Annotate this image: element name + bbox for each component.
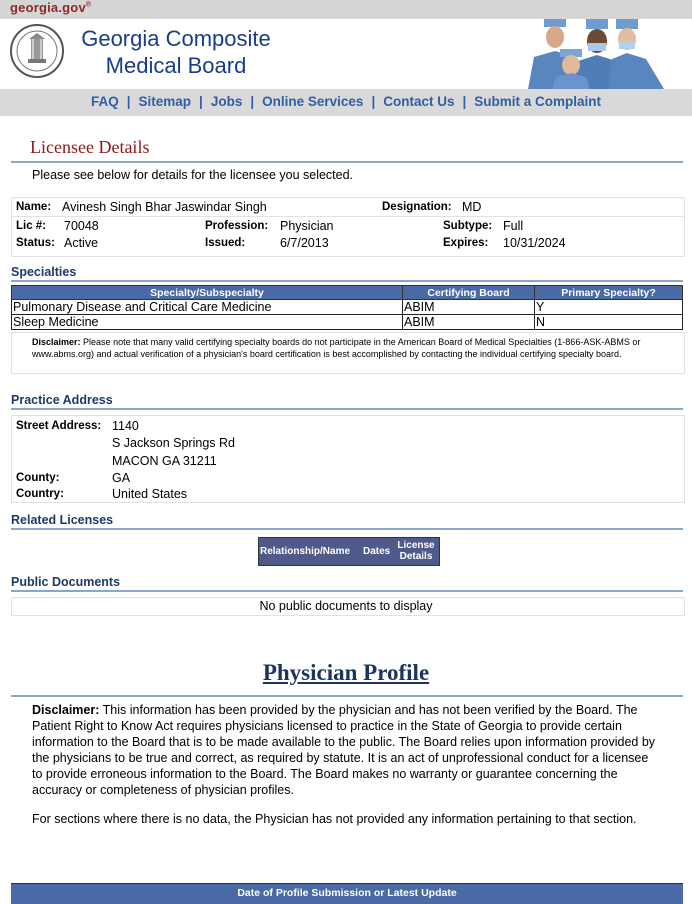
col-license-details: License Details [397, 540, 435, 562]
table-row [12, 300, 683, 315]
specialties-divider [11, 280, 683, 282]
nav-online-services[interactable]: Online Services [262, 94, 364, 109]
country-value: United States [112, 487, 188, 501]
nav-separator: | [462, 94, 467, 109]
specialty-cell: Pulmonary Disease and Critical Care Medicine [12, 300, 403, 315]
lic-number: 70048 [64, 219, 99, 233]
georgia-gov-logo[interactable]: georgia.gov® [10, 0, 92, 15]
no-data-note: For sections where there is no data, the Physician has not provided any information pertaining to that section. [32, 812, 637, 826]
public-documents-heading: Public Documents [11, 575, 121, 589]
nav-separator: | [126, 94, 131, 109]
profession-label: Profession: [205, 220, 269, 232]
primary-cell: N [535, 315, 683, 330]
designation-value: MD [462, 200, 482, 214]
nav-separator: | [371, 94, 376, 109]
county-value: GA [112, 471, 131, 485]
col-certifying-board: Certifying Board [403, 286, 535, 300]
state-seal-icon [9, 23, 65, 79]
street-line-1: 1140 [112, 419, 139, 433]
licensee-name: Avinesh Singh Bhar Jaswindar Singh [62, 200, 267, 214]
related-licenses-heading: Related Licenses [11, 513, 114, 527]
georgia-gov-strip [0, 0, 692, 19]
specialties-table [11, 285, 683, 330]
main-nav [0, 89, 692, 116]
nav-submit-complaint[interactable]: Submit a Complaint [474, 94, 602, 109]
col-dates: Dates [363, 546, 391, 557]
practice-address-heading: Practice Address [11, 393, 113, 407]
status-label: Status: [16, 237, 55, 249]
practice-divider [11, 408, 683, 410]
street-line-3: MACON GA 31211 [112, 454, 217, 468]
profile-submission-header: Date of Profile Submission or Latest Update [11, 883, 683, 904]
country-label: Country: [16, 488, 64, 500]
county-label: County: [16, 472, 60, 484]
nav-sitemap[interactable]: Sitemap [138, 94, 192, 109]
nav-faq[interactable]: FAQ [90, 94, 119, 109]
col-primary-specialty: Primary Specialty? [535, 286, 683, 300]
specialties-heading: Specialties [11, 265, 77, 279]
table-row [12, 315, 683, 330]
nav-jobs[interactable]: Jobs [210, 94, 243, 109]
board-cell: ABIM [403, 315, 535, 330]
profile-divider [11, 695, 683, 697]
profile-disclaimer: Disclaimer: This information has been provided by the physician and has not been verified by the Board. The Patient Right to Know Act requires physicians licensed to practice in the State of Georgia to provide certain information to the Board that is to be made available to the public. The Board relies upon information provided by the physicians to be true and correct, as required by statute. It is an act of unprofessional conduct for a licensee to provide erroneous information to the Board. The Board makes no warranty or guarantee concerning the accuracy or completeness of physician profiles. [32, 703, 656, 797]
related-licenses-table-header [258, 537, 440, 566]
specialty-disclaimer: Disclaimer: Please note that many valid certifying specialty boards do not participate in the American Board of Medical Specialties (1-866-ASK-ABMS or www.abms.org) and actual verification of a physician's board certification is best accomplished by contacting the individual certifying specialty board. [32, 337, 641, 359]
subtype-label: Subtype: [443, 220, 493, 232]
issued-label: Issued: [205, 237, 246, 249]
doctors-photo [524, 19, 667, 89]
documents-divider [11, 590, 683, 592]
lic-label: Lic #: [16, 220, 47, 232]
page-title: Licensee Details [30, 137, 150, 157]
nav-separator: | [199, 94, 203, 109]
street-label: Street Address: [16, 420, 102, 432]
name-label: Name: [16, 201, 52, 213]
expires-date: 10/31/2024 [503, 236, 566, 250]
profession-value: Physician [280, 219, 334, 233]
specialty-cell: Sleep Medicine [12, 315, 403, 330]
table-header-row [12, 286, 683, 300]
issued-date: 6/7/2013 [280, 236, 329, 250]
title-divider [11, 161, 683, 163]
designation-label: Designation: [382, 201, 452, 213]
street-line-2: S Jackson Springs Rd [112, 436, 235, 450]
intro-text: Please see below for details for the licensee you selected. [32, 168, 354, 182]
board-cell: ABIM [403, 300, 535, 315]
status-value: Active [64, 236, 99, 250]
related-divider [11, 528, 683, 530]
subtype-value: Full [503, 219, 524, 233]
board-title[interactable]: Georgia Composite Medical Board [81, 26, 271, 78]
nav-separator: | [250, 94, 255, 109]
primary-cell: Y [535, 300, 683, 315]
expires-label: Expires: [443, 237, 489, 249]
col-relationship-name: Relationship/Name [260, 546, 351, 557]
physician-profile-title: Physician Profile [262, 660, 430, 685]
col-specialty: Specialty/Subspecialty [12, 286, 403, 300]
no-documents-text: No public documents to display [259, 599, 433, 613]
nav-contact-us[interactable]: Contact Us [383, 94, 455, 109]
